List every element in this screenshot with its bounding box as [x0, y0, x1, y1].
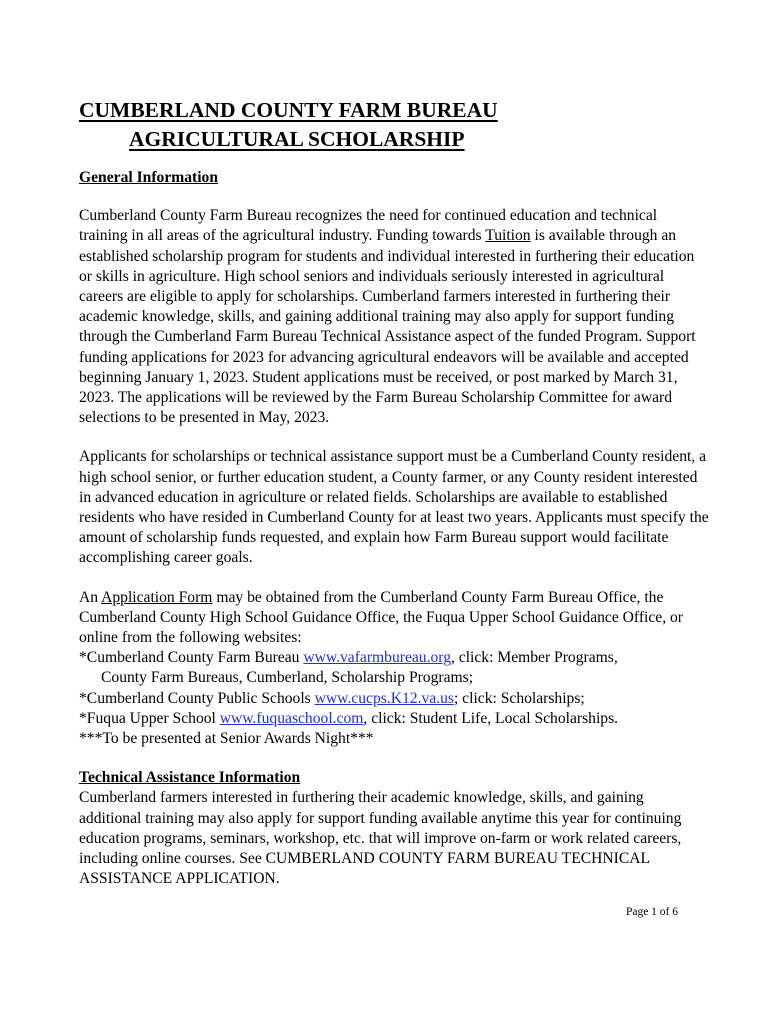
title-line-2: AGRICULTURAL SCHOLARSHIP [129, 127, 465, 151]
web2-prefix: *Cumberland County Public Schools [79, 689, 315, 707]
web1-continuation: County Farm Bureaus, Cumberland, Scholarship Programs; [101, 669, 474, 687]
title-line-1: CUMBERLAND COUNTY FARM BUREAU [79, 98, 498, 122]
technical-assistance-heading: Technical Assistance Information [79, 769, 301, 787]
general-p1-part2: is available through an established scholarship program for students and individual interested in furthering their education or skills in agriculture. High school seniors and individuals seriously interested in agricultural careers are eligible to apply for scholarships. Cumberland farmers interested in furthering their academic knowledge, skills, and gaining additional training may also apply for support funding through the Cumberland Farm Bureau Technical Assistance aspect of the funded Program. Support funding applications for 2023 for advancing agricultural endeavors will be available and accepted beginning January 1, 2023. Student applications must be received, or post marked by March 31, 2023. The applications will be reviewed by the Farm Bureau Scholarship Committee for award selections to be presented in May, 2023. [79, 227, 696, 427]
page-number: Page 1 of 6 [625, 906, 678, 918]
general-paragraph-3 [79, 588, 709, 649]
senior-awards-note: ***To be presented at Senior Awards Night*** [79, 730, 374, 748]
website-item-fuqua [79, 709, 709, 729]
web3-suffix: , click: Student Life, Local Scholarships. [363, 709, 619, 727]
websites-list [79, 648, 709, 749]
fuquaschool-link[interactable]: www.fuquaschool.com [219, 709, 364, 727]
document-title [79, 96, 709, 154]
general-paragraph-2: Applicants for scholarships or technical assistance support must be a Cumberland County resident, a high school senior, or further education student, a County farmer, or any County resident interested in advanced education in agriculture or related fields. Scholarships are available to established residents who have resided in Cumberland County for at least two years. Applicants must specify the amount of scholarship funds requested, and explain how Farm Bureau support would facilitate accomplishing career goals. [79, 448, 709, 567]
web1-suffix: , click: Member Programs, [451, 649, 618, 667]
vafarmbureau-link[interactable]: www.vafarmbureau.org [303, 649, 451, 667]
website-item-public-schools [79, 689, 709, 709]
website-item-farm-bureau [79, 648, 709, 668]
technical-assistance-paragraph: Cumberland farmers interested in furthering their academic knowledge, skills, and gaining additional training may also apply for support funding available anytime this year for continuing education programs, seminars, workshop, etc. that will improve on-farm or work related careers, including online courses. See CUMBERLAND COUNTY FARM BUREAU TECHNICAL ASSISTANCE APPLICATION. [79, 789, 682, 888]
tuition-word: Tuition [485, 227, 531, 245]
general-p1-part1: Cumberland County Farm Bureau recognizes the need for continued education and technical training in all areas of the agricultural industry. Funding towards [79, 207, 658, 245]
p3-an: An [79, 588, 102, 606]
cucps-link[interactable]: www.cucps.K12.va.us [314, 689, 454, 707]
general-information-heading: General Information [79, 169, 219, 186]
document-page [79, 96, 709, 890]
p3-rest: may be obtained from the Cumberland County Farm Bureau Office, the Cumberland County High School Guidance Office, the Fuqua Upper School Guidance Office, or online from the following websites: [79, 588, 683, 647]
web3-prefix: *Fuqua Upper School [79, 709, 220, 727]
web2-suffix: ; click: Scholarships; [453, 689, 585, 707]
general-paragraph-1 [79, 206, 709, 428]
web1-prefix: *Cumberland County Farm Bureau [79, 649, 304, 667]
application-form-text: Application Form [101, 588, 213, 606]
